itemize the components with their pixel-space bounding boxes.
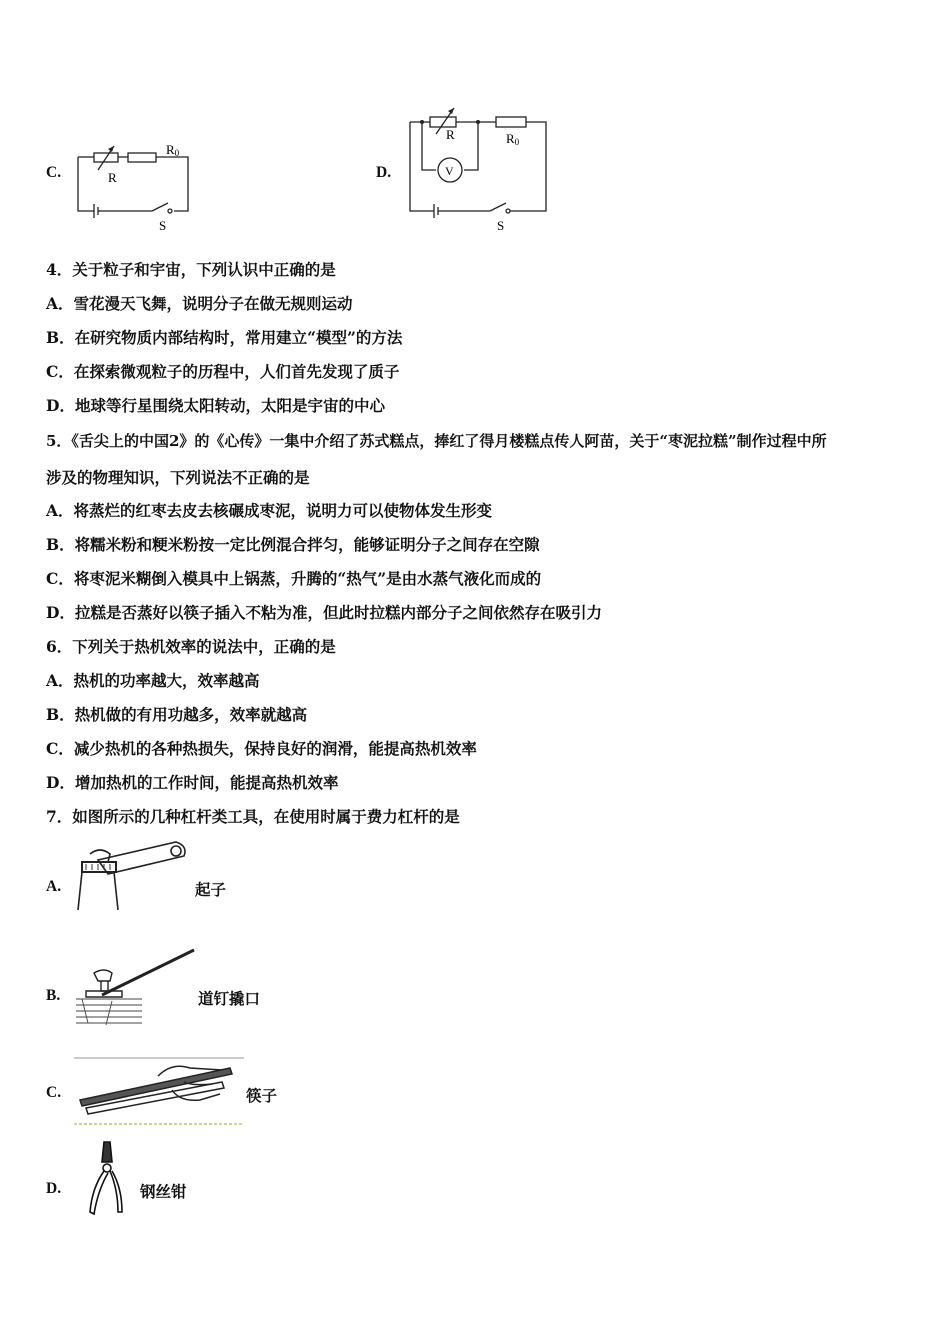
q4-option-a: A．雪花漫天飞舞，说明分子在做无规则运动 — [46, 294, 353, 313]
opener-handle — [98, 842, 185, 874]
crowbar-bar — [102, 950, 194, 995]
rheostat-arrowhead — [448, 108, 454, 114]
bottle-opener-image — [68, 838, 193, 918]
q3-option-c-label: C. — [46, 164, 62, 181]
q5-option-d: D．拉糕是否蒸好以筷子插入不粘为准，但此时拉糕内部分子之间依然存在吸引力 — [46, 603, 602, 622]
pliers-handle-right — [110, 1171, 122, 1212]
q7-option-c-caption: 筷子 — [246, 1086, 278, 1105]
pliers-pivot — [103, 1164, 111, 1172]
pliers-image — [82, 1138, 132, 1218]
q4-option-b: B．在研究物质内部结构时，常用建立“模型”的方法 — [46, 328, 403, 347]
rheostat-r — [430, 117, 456, 127]
label-r: R — [446, 127, 455, 142]
q7-option-a-caption: 起子 — [195, 880, 227, 899]
q6-option-c: C．减少热机的各种热损失，保持良好的润滑，能提高热机效率 — [46, 739, 477, 758]
q6-stem: 6．下列关于热机效率的说法中，正确的是 — [46, 637, 336, 656]
q6-option-a: A．热机的功率越大，效率越高 — [46, 671, 260, 690]
pliers-jaw — [102, 1142, 112, 1162]
switch-contact — [168, 209, 172, 213]
wire — [510, 122, 546, 211]
label-s: S — [159, 218, 167, 233]
q5-stem-line1: 5．《舌尖上的中国2》的《心传》一集中介绍了苏式糕点，捧红了得月楼糕点传人阿苗，关于“枣泥拉糕”制作过程中所 — [46, 432, 827, 450]
q7-stem: 7．如图所示的几种杠杆类工具，在使用时属于费力杠杆的是 — [46, 807, 460, 826]
crowbar-image — [72, 945, 202, 1030]
q7-option-d-caption: 钢丝钳 — [140, 1182, 187, 1201]
resistor-r0 — [128, 153, 156, 162]
resistor-r0 — [496, 117, 526, 127]
q7-option-d-label: D. — [46, 1180, 62, 1197]
label-s: S — [497, 218, 505, 233]
chopsticks-image — [72, 1052, 247, 1130]
label-v: V — [445, 164, 454, 178]
switch-lever — [152, 203, 168, 211]
bottle-neck — [78, 872, 118, 910]
label-r0: R0 — [166, 142, 180, 158]
wooden-sleeper — [76, 999, 142, 1025]
junction-left — [420, 120, 424, 124]
q4-option-d: D．地球等行星围绕太阳转动，太阳是宇宙的中心 — [46, 396, 385, 415]
q7-option-b-label: B. — [46, 987, 61, 1004]
q6-option-d: D．增加热机的工作时间，能提高热机效率 — [46, 773, 339, 792]
q3-circuit-c-diagram — [70, 140, 200, 235]
q3-option-d-label: D. — [376, 164, 392, 181]
q5-option-b: B．将糯米粉和粳米粉按一定比例混合拌匀，能够证明分子之间存在空隙 — [46, 535, 540, 554]
q6-option-b: B．热机做的有用功越多，效率就越高 — [46, 705, 308, 724]
q3-circuit-d-diagram — [400, 100, 560, 235]
rail-head — [94, 970, 112, 981]
opener-hole — [171, 846, 181, 856]
q5-option-a: A．将蒸烂的红枣去皮去核碾成枣泥，说明力可以使物体发生形变 — [46, 501, 493, 520]
label-r: R — [108, 170, 117, 185]
rheostat-arrowhead — [108, 146, 114, 152]
rail-web — [101, 981, 108, 991]
q7-option-b-caption: 道钉撬口 — [198, 989, 261, 1008]
q7-option-c-label: C. — [46, 1084, 62, 1101]
q4-option-c: C．在探索微观粒子的历程中，人们首先发现了质子 — [46, 362, 400, 381]
q5-option-c: C．将枣泥米糊倒入模具中上锅蒸，升腾的“热气”是由水蒸气液化而成的 — [46, 569, 542, 588]
q4-stem: 4．关于粒子和宇宙，下列认识中正确的是 — [46, 260, 336, 279]
pliers-handle-left — [90, 1171, 108, 1214]
switch-contact — [506, 209, 510, 213]
wire — [422, 122, 436, 170]
junction-right — [476, 120, 480, 124]
switch-lever — [490, 203, 506, 211]
q7-option-a-label: A. — [46, 878, 62, 895]
wire — [464, 122, 478, 170]
wire — [156, 157, 188, 211]
label-r0: R0 — [506, 131, 520, 147]
bottle-cap — [82, 862, 116, 872]
q5-stem-line2: 涉及的物理知识，下列说法不正确的是 — [46, 468, 310, 487]
wire — [78, 157, 94, 211]
